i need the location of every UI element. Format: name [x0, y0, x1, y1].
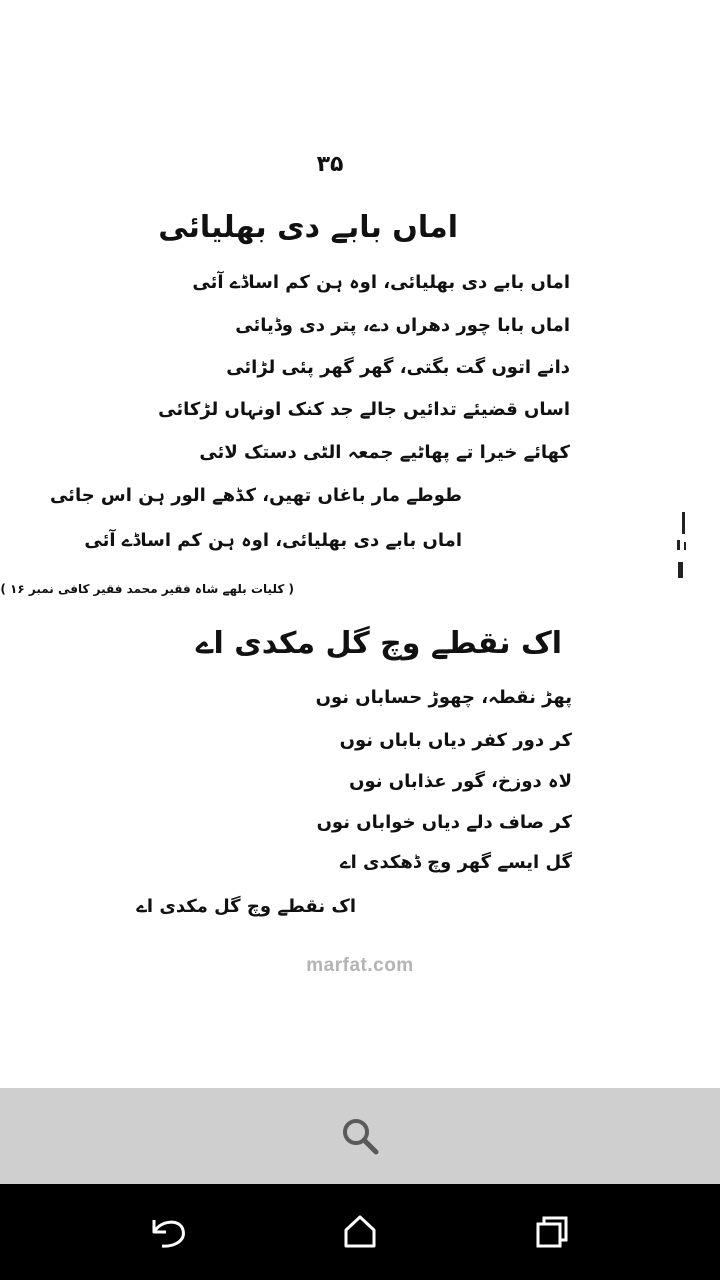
watermark: marfat.com	[306, 955, 414, 976]
back-icon	[140, 1206, 196, 1258]
margin-mark	[676, 512, 690, 582]
recents-icon	[524, 1206, 580, 1258]
poem-1-citation: ( کلیات بلھے شاہ فقیر محمد فقیر کافی نمبر ۱۶ )	[0, 582, 294, 596]
back-button[interactable]	[140, 1206, 196, 1258]
poem-2-line: لاہ دوزخ، گور عذاباں نوں	[349, 771, 572, 792]
poem-2-line: کر صاف دلے دیاں خواباں نوں	[316, 812, 572, 833]
poem-1-line: طوطے مار باغاں تھیں، کڈھے الور ہن اس جائی	[49, 485, 462, 506]
poem-1-title: اماں بابے دی بھلیائی	[158, 210, 458, 245]
poem-1-line: کھائے خیرا تے پھاٹیے جمعہ الٹی دستک لائی	[199, 442, 570, 463]
poem-1-line: اماں بابے دی بھلیائی، اوہ ہن کم اساڈے آئی	[84, 530, 462, 551]
poem-2-line: اک نقطے وچ گل مکدی اے	[136, 896, 356, 917]
home-icon	[332, 1206, 388, 1258]
poem-1-line: دانے اتوں گت بگتی، گھر گھر پئی لڑائی	[226, 357, 570, 378]
poem-2-line: کر دور کفر دیاں باباں نوں	[339, 730, 572, 751]
page-number: ۳۵	[316, 152, 344, 177]
poem-1-line: اساں قضیئے تدائیں جالے جد کنک اونہاں لڑکائی	[158, 399, 570, 420]
poem-2-line: گل ایسے گھر وچ ڈھکدی اے	[340, 852, 572, 873]
poem-1-line: اماں بابا چور دھراں دے، پتر دی وڈیائی	[235, 315, 570, 336]
poem-2-title: اک نقطے وچ گل مکدی اے	[195, 626, 562, 661]
search-icon	[336, 1112, 384, 1160]
poem-2-line: پھڑ نقطہ، چھوڑ حساباں نوں	[315, 687, 572, 708]
poem-1-line: اماں بابے دی بھلیائی، اوہ ہن کم اساڈے آئی	[192, 272, 570, 293]
home-button[interactable]	[332, 1206, 388, 1258]
search-button[interactable]	[336, 1112, 384, 1160]
recents-button[interactable]	[524, 1206, 580, 1258]
